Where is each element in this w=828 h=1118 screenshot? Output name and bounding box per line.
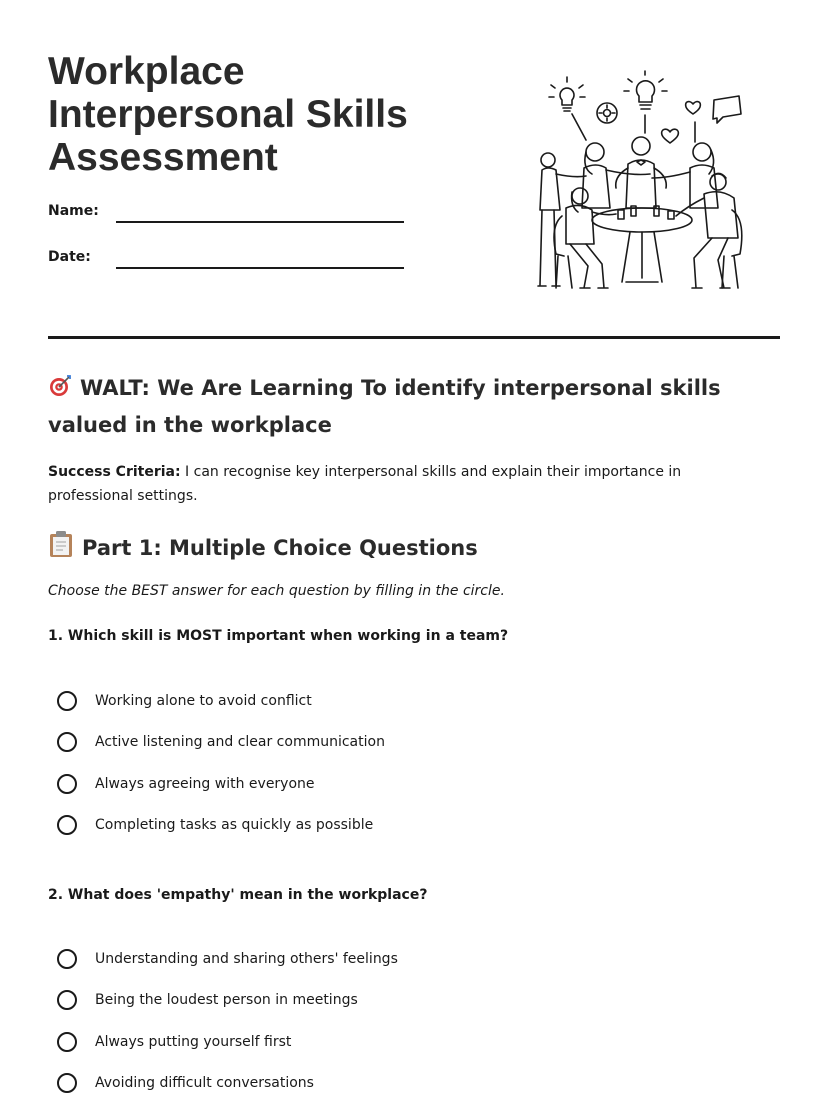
clipboard-icon [48, 530, 74, 558]
gear-icon [597, 103, 617, 123]
walt-text: WALT: We Are Learning To identify interpersonal skills valued in the workplace [48, 376, 721, 437]
question-2: 2. What does 'empathy' mean in the workplace? [48, 887, 428, 903]
radio-button[interactable] [57, 1073, 77, 1093]
option-label: Active listening and clear communication [95, 734, 385, 750]
success-criteria-text: I can recognise key interpersonal skills and explain their importance in professional settings. [48, 464, 682, 504]
radio-button[interactable] [57, 949, 77, 969]
answer-option[interactable] [57, 814, 657, 840]
lightbulb-icon [549, 77, 585, 111]
title-line: Interpersonal Skills [48, 93, 408, 136]
radio-button[interactable] [57, 815, 77, 835]
radio-button[interactable] [57, 732, 77, 752]
name-write-line[interactable] [116, 221, 404, 223]
radio-button[interactable] [57, 1032, 77, 1052]
success-criteria-label: Success Criteria: [48, 464, 181, 480]
lightbulb-icon [624, 71, 667, 109]
option-label: Being the loudest person in meetings [95, 992, 358, 1008]
name-label: Name: [48, 203, 99, 219]
heart-icon [686, 102, 701, 114]
walt-heading [48, 370, 788, 444]
date-field[interactable] [48, 248, 408, 274]
question-1: 1. Which skill is MOST important when working in a team? [48, 628, 509, 644]
radio-button[interactable] [57, 774, 77, 794]
answer-option[interactable] [57, 773, 657, 799]
part-1-heading [48, 530, 478, 564]
radio-button[interactable] [57, 990, 77, 1010]
instructions: Choose the BEST answer for each question by filling in the circle. [48, 583, 505, 599]
option-label: Always agreeing with everyone [95, 776, 315, 792]
answer-option[interactable] [57, 989, 657, 1015]
date-write-line[interactable] [116, 267, 404, 269]
name-field[interactable] [48, 202, 408, 228]
option-label: Avoiding difficult conversations [95, 1075, 314, 1091]
title-line: Workplace [48, 50, 245, 93]
answer-option[interactable] [57, 690, 657, 716]
radio-button[interactable] [57, 691, 77, 711]
answer-option[interactable] [57, 948, 657, 974]
worksheet-title [48, 50, 448, 179]
success-criteria [48, 460, 748, 508]
option-label: Completing tasks as quickly as possible [95, 817, 374, 833]
target-icon [48, 374, 72, 398]
title-line: Assessment [48, 136, 278, 179]
answer-option[interactable] [57, 1031, 657, 1057]
answer-option[interactable] [57, 1072, 657, 1098]
divider [48, 336, 780, 339]
part-1-title: Part 1: Multiple Choice Questions [82, 536, 478, 560]
date-label: Date: [48, 249, 91, 265]
team-meeting-illustration [528, 70, 754, 302]
answer-option[interactable] [57, 731, 657, 757]
speech-bubble-icon [713, 96, 741, 123]
option-label: Understanding and sharing others' feelings [95, 951, 398, 967]
option-label: Always putting yourself first [95, 1034, 292, 1050]
option-label: Working alone to avoid conflict [95, 693, 312, 709]
heart-icon [662, 129, 679, 143]
